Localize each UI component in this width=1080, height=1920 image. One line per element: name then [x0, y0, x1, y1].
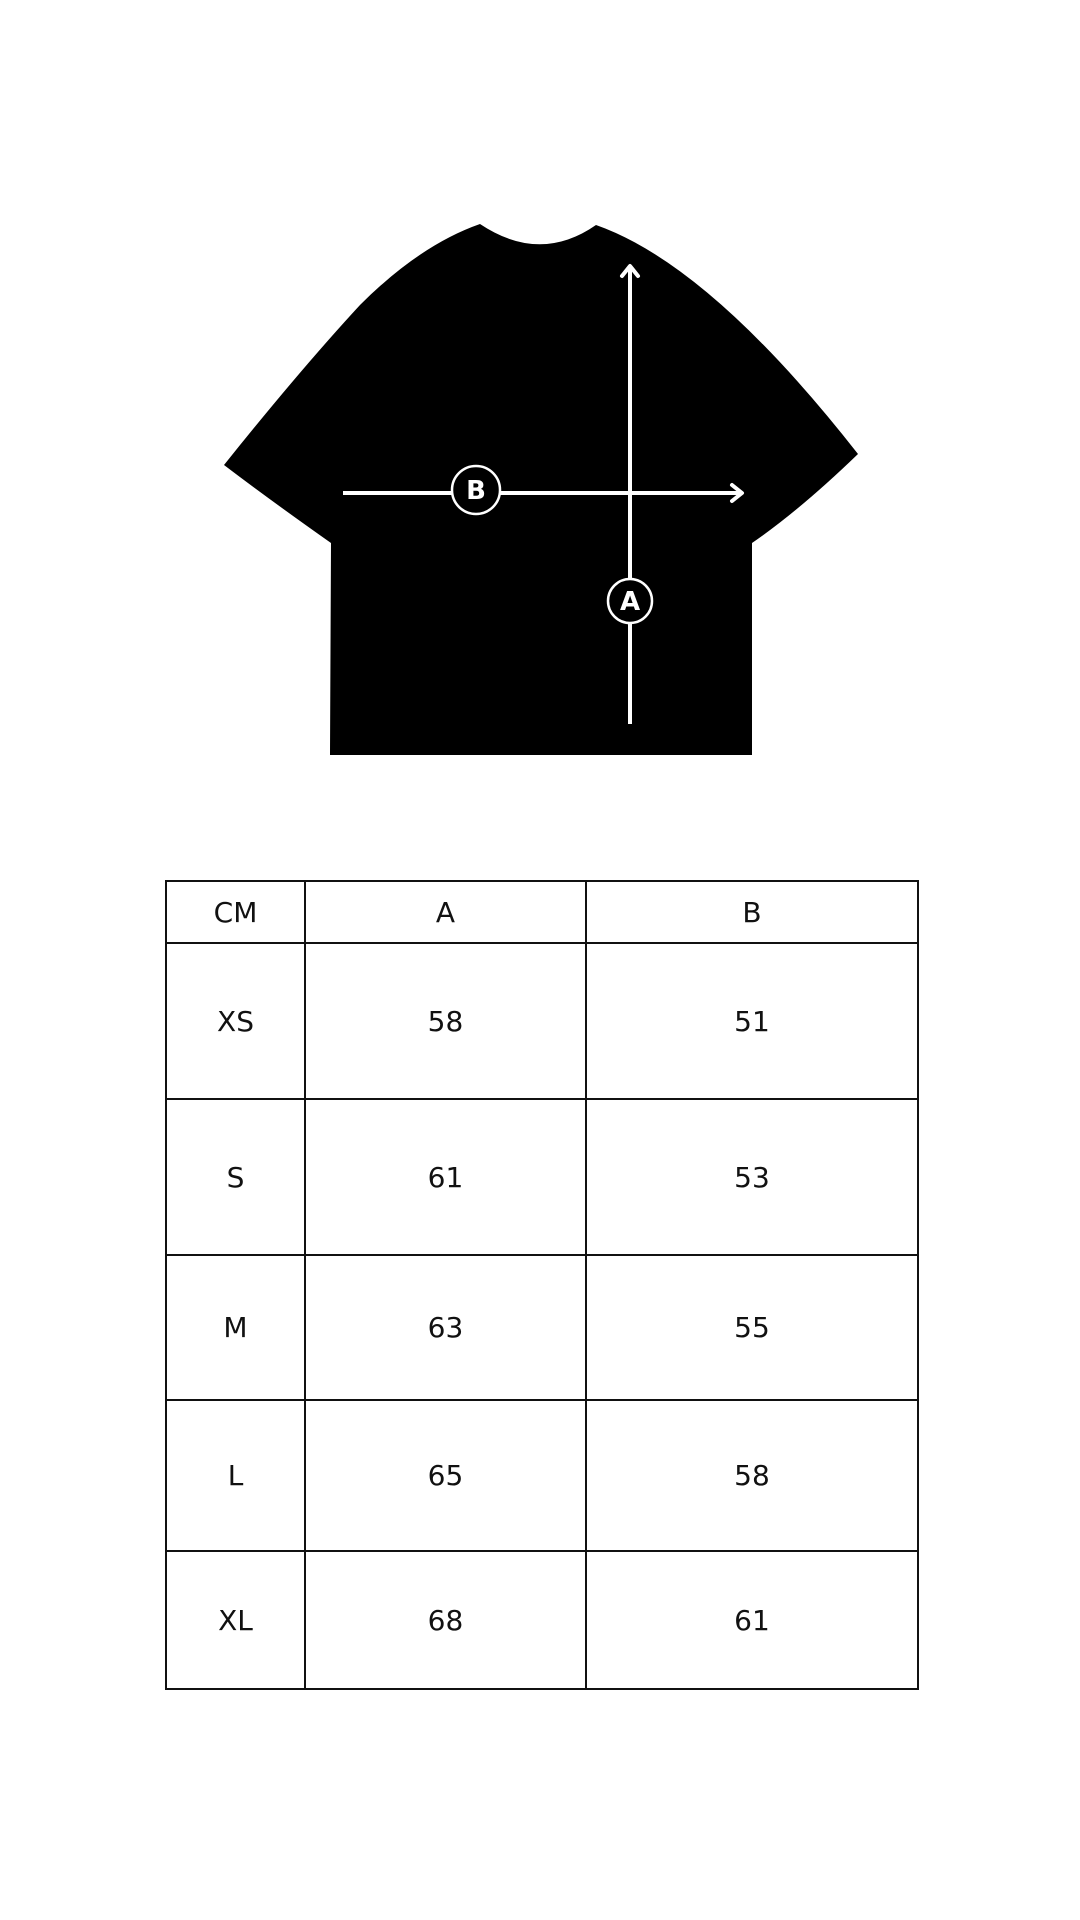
header-a: A [305, 881, 586, 943]
tshirt-diagram [0, 0, 1080, 800]
b-value-cell: 51 [586, 943, 918, 1099]
size-cell: S [166, 1099, 305, 1255]
table-row [166, 1255, 918, 1400]
b-value-cell: 61 [586, 1551, 918, 1689]
table-header-row [166, 881, 918, 943]
header-b: B [586, 881, 918, 943]
size-cell: XS [166, 943, 305, 1099]
a-value-cell: 58 [305, 943, 586, 1099]
size-chart-table [165, 880, 919, 1690]
table-row [166, 1551, 918, 1689]
marker-b-label: B [466, 476, 486, 506]
size-cell: M [166, 1255, 305, 1400]
header-unit: CM [166, 881, 305, 943]
a-value-cell: 63 [305, 1255, 586, 1400]
a-value-cell: 68 [305, 1551, 586, 1689]
size-cell: L [166, 1400, 305, 1551]
table-row [166, 1099, 918, 1255]
tshirt-silhouette [224, 224, 858, 755]
marker-a-label: A [619, 587, 641, 617]
table-row [166, 943, 918, 1099]
table-row [166, 1400, 918, 1551]
a-value-cell: 61 [305, 1099, 586, 1255]
b-value-cell: 58 [586, 1400, 918, 1551]
b-value-cell: 53 [586, 1099, 918, 1255]
size-diagram [0, 0, 1080, 800]
b-value-cell: 55 [586, 1255, 918, 1400]
a-value-cell: 65 [305, 1400, 586, 1551]
size-cell: XL [166, 1551, 305, 1689]
